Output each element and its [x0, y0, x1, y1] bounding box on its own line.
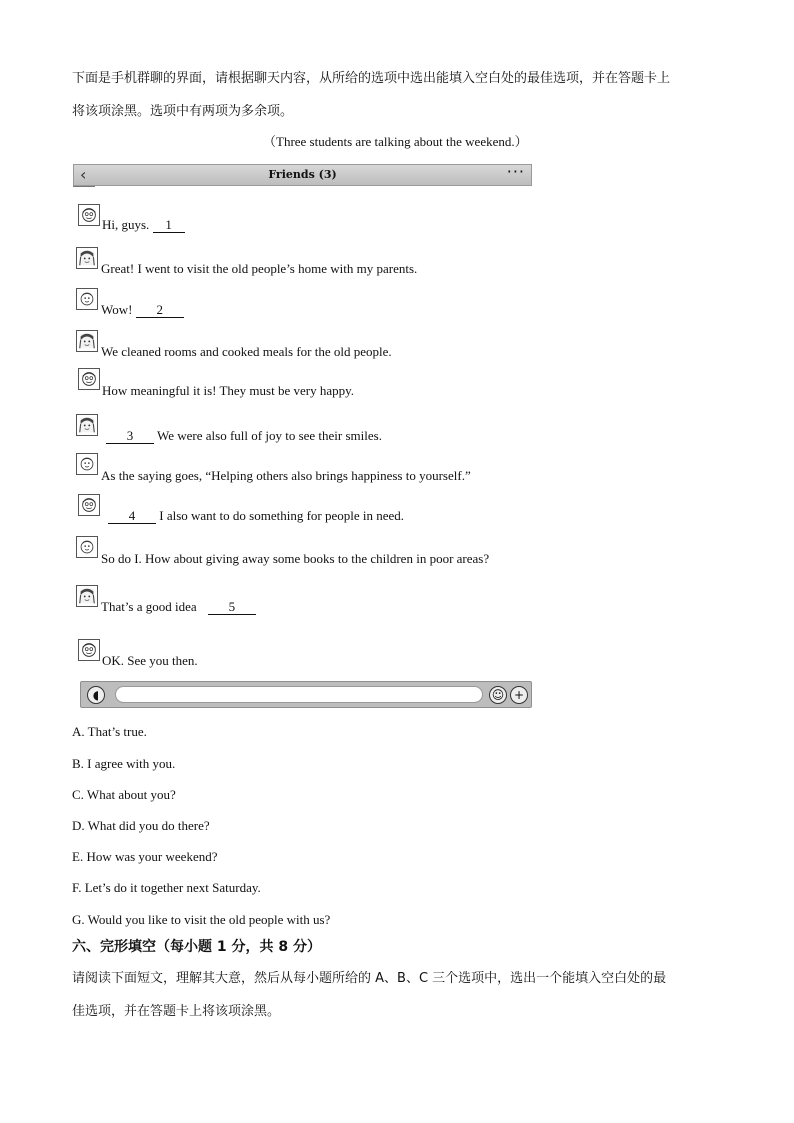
avatar-student-c — [76, 288, 98, 310]
section-instruction-line-1: 请阅读下面短文，理解其大意，然后从每小题所给的 A、B、C 三个选项中，选出一个能填入空白处的最 — [72, 971, 667, 986]
chat-message — [106, 428, 382, 444]
chat-input-bar — [80, 681, 532, 708]
chat-title: Friends (3) — [268, 168, 337, 181]
option-a: A. That’s true. — [72, 724, 147, 739]
chat-message — [101, 599, 256, 615]
message-text: OK. See you then. — [102, 653, 198, 668]
chat-message — [101, 302, 184, 318]
message-text: So do I. How about giving away some books to the children in poor areas? — [101, 551, 490, 566]
option-c: C. What about you? — [72, 787, 176, 802]
avatar-student-a — [78, 204, 100, 226]
chat-message — [101, 261, 417, 277]
option-g: G. Would you like to visit the old people with us? — [72, 912, 331, 927]
chat-message — [108, 508, 404, 524]
chevron-left-icon[interactable]: ‹ — [80, 165, 87, 184]
avatar-student-a — [78, 639, 100, 661]
message-text: Hi, guys. — [102, 217, 153, 232]
option-e: E. How was your weekend? — [72, 849, 218, 864]
header-divider — [73, 186, 95, 187]
avatar-student-c — [76, 536, 98, 558]
message-text: Wow! — [101, 302, 136, 317]
more-dots-icon[interactable]: ··· — [506, 162, 525, 181]
option-b: B. I agree with you. — [72, 756, 176, 771]
answer-blank: 5 — [208, 600, 256, 615]
plus-icon[interactable]: + — [510, 686, 528, 704]
emoji-icon[interactable]: ☺ — [489, 686, 507, 704]
chat-message — [102, 383, 354, 399]
section-instruction-line-2: 佳选项，并在答题卡上将该项涂黑。 — [72, 1004, 281, 1019]
message-text: As the saying goes, “Helping others also brings happiness to yourself.” — [101, 468, 471, 483]
chat-message — [102, 217, 185, 233]
avatar-student-b — [76, 585, 98, 607]
avatar-student-c — [76, 453, 98, 475]
option-f: F. Let’s do it together next Saturday. — [72, 880, 261, 895]
chat-message — [101, 551, 489, 567]
avatar-student-a — [78, 368, 100, 390]
instruction-line-2: 将该项涂黑。选项中有两项为多余项。 — [72, 104, 294, 119]
avatar-student-b — [76, 247, 98, 269]
avatar-student-b — [76, 330, 98, 352]
answer-blank: 2 — [136, 303, 184, 318]
message-text: That’s a good idea — [101, 599, 200, 614]
message-text: We cleaned rooms and cooked meals for the old people. — [101, 344, 392, 359]
chat-message — [101, 468, 471, 484]
context-note: （Three students are talking about the weekend.） — [263, 134, 528, 149]
instruction-line-1: 下面是手机群聊的界面，请根据聊天内容，从所给的选项中选出能填入空白处的最佳选项，并在答题卡上 — [72, 71, 671, 86]
message-text: I also want to do something for people in need. — [156, 508, 405, 523]
option-d: D. What did you do there? — [72, 818, 210, 833]
chat-header — [73, 164, 532, 186]
message-text: We were also full of joy to see their smiles. — [154, 428, 382, 443]
avatar-student-a — [78, 494, 100, 516]
avatar-student-b — [76, 414, 98, 436]
chat-input[interactable] — [115, 686, 483, 703]
chat-message — [101, 344, 392, 360]
message-text: Great! I went to visit the old people’s home with my parents. — [101, 261, 418, 276]
answer-blank: 3 — [106, 429, 154, 444]
voice-icon[interactable]: ◖ — [87, 686, 105, 704]
answer-blank: 4 — [108, 509, 156, 524]
message-text: How meaningful it is! They must be very happy. — [102, 383, 355, 398]
section-title: 六、完形填空（每小题 1 分，共 8 分） — [72, 939, 321, 955]
chat-message — [102, 653, 198, 669]
answer-blank: 1 — [153, 218, 185, 233]
